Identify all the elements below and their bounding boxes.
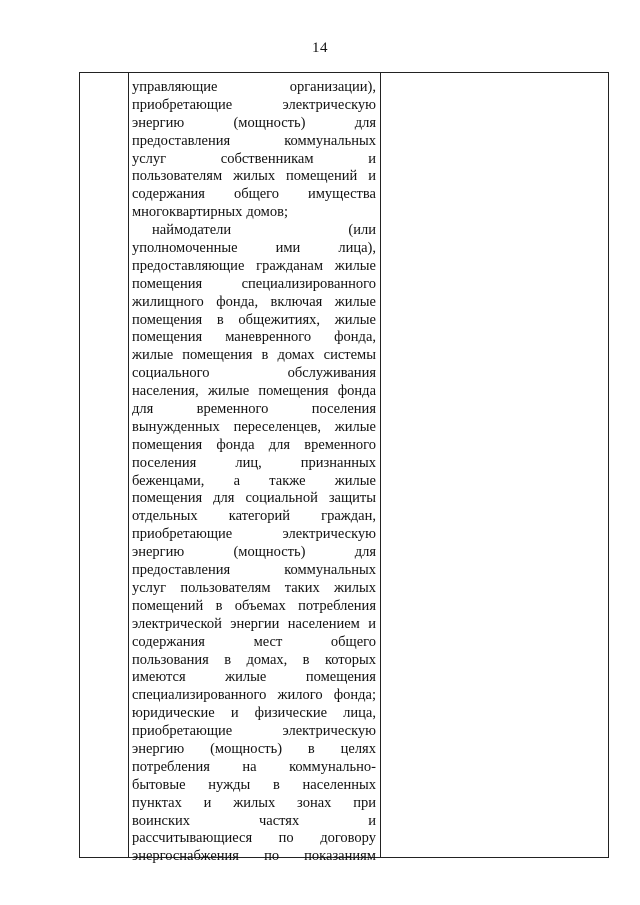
text-word: лица, [343, 705, 376, 722]
text-word: содержания [132, 186, 205, 203]
text-word: собственникам [220, 150, 314, 167]
text-word: предоставления [132, 132, 231, 149]
text-word: нужды [208, 776, 251, 793]
text-word: по [264, 848, 280, 865]
text-word: помещения [182, 347, 253, 364]
text-word: жилые [334, 293, 376, 310]
text-line [132, 240, 376, 258]
table-cell-text [132, 79, 376, 866]
text-line [132, 562, 376, 580]
text-word: жилых [333, 579, 376, 596]
text-word: жилого [277, 687, 323, 704]
page-number: 14 [312, 40, 328, 56]
text-word: гражданам [256, 257, 324, 274]
text-word: обслуживания [287, 365, 376, 382]
text-word: которых [324, 651, 376, 668]
text-word: при [353, 794, 376, 811]
text-word: жилые [334, 257, 376, 274]
text-word: воинских [132, 812, 191, 829]
text-word: электрическую [282, 526, 376, 543]
text-word: населенных [302, 776, 376, 793]
text-line [132, 258, 376, 276]
text-word: фонда, [216, 293, 259, 310]
text-line [132, 151, 376, 169]
text-line [132, 687, 376, 705]
text-word: помещения [132, 311, 203, 328]
text-word: вынужденных [132, 418, 220, 435]
text-word: также [269, 472, 306, 489]
text-word: энергию [132, 114, 185, 131]
text-word: защиты [328, 490, 376, 507]
text-word: специализированного [241, 275, 376, 292]
text-word: в [272, 776, 280, 793]
text-word: помещения [258, 383, 329, 400]
text-word: по [278, 830, 294, 847]
text-word: и [230, 705, 239, 722]
text-word: жилые [334, 311, 376, 328]
text-word: физические [254, 705, 328, 722]
text-line [132, 383, 376, 401]
text-line [132, 312, 376, 330]
text-word: приобретающие [132, 526, 233, 543]
text-word: беженцами, [132, 472, 205, 489]
text-word: (или [348, 222, 376, 239]
text-word: услуг [132, 150, 167, 167]
column-divider [380, 73, 381, 857]
text-word: уполномоченные [132, 240, 238, 257]
text-word: (мощность) [210, 740, 283, 757]
text-word: и [368, 150, 376, 167]
text-word: системы [323, 347, 376, 364]
text-word: жилые [334, 472, 376, 489]
text-line [132, 634, 376, 652]
text-word: услуг [132, 579, 167, 596]
text-word: в [261, 347, 269, 364]
text-line [132, 830, 376, 848]
text-word: поселения [132, 454, 197, 471]
text-word: в [302, 651, 310, 668]
text-line [132, 365, 376, 383]
text-line [132, 294, 376, 312]
text-word: договору [320, 830, 376, 847]
text-word: и [368, 168, 376, 185]
text-word: признанных [300, 454, 376, 471]
text-line [132, 813, 376, 831]
text-word: в [216, 311, 224, 328]
text-line [132, 115, 376, 133]
text-word: фонда [337, 383, 376, 400]
text-word: потребления [132, 758, 210, 775]
text-line [132, 186, 376, 204]
text-word: содержания [132, 633, 205, 650]
text-word: пользователям [132, 168, 223, 185]
text-word: и [368, 812, 376, 829]
text-word: энергию [132, 740, 185, 757]
text-word: помещения [305, 669, 376, 686]
text-word: (мощность) [233, 114, 306, 131]
text-line [132, 455, 376, 473]
text-line [132, 669, 376, 687]
text-line [132, 544, 376, 562]
text-word: управляющие [132, 79, 218, 95]
text-line [132, 848, 376, 866]
text-word: лиц, [235, 454, 262, 471]
text-word: целях [340, 740, 376, 757]
text-word: поселения [311, 401, 376, 418]
text-word: пользования [132, 651, 209, 668]
text-word: жилых [233, 794, 276, 811]
text-word: переселенцев, [233, 418, 321, 435]
text-word: жилые [225, 669, 267, 686]
text-line [132, 777, 376, 795]
text-line [132, 347, 376, 365]
text-word: жилищного [132, 293, 204, 310]
text-word: (мощность) [233, 544, 306, 561]
text-word: жилые [334, 418, 376, 435]
text-word: организации), [289, 79, 376, 95]
text-word: отдельных [132, 508, 198, 525]
text-word: жилые [132, 347, 174, 364]
text-word: социального [132, 365, 210, 382]
document-table [79, 72, 609, 865]
text-word: домов; [246, 204, 288, 221]
text-word: домах [277, 347, 315, 364]
text-line [132, 133, 376, 151]
text-word: включая [270, 293, 323, 310]
text-word: населения, [132, 383, 199, 400]
text-word: для [213, 490, 235, 507]
text-word: для [354, 114, 376, 131]
text-word: специализированного [132, 687, 267, 704]
text-line [132, 97, 376, 115]
text-word: коммунальных [284, 562, 376, 579]
text-line [132, 204, 376, 222]
text-line [132, 723, 376, 741]
text-word: лица), [338, 240, 376, 257]
text-word: электрической [132, 615, 222, 632]
text-word: показаниям [304, 848, 376, 865]
text-word: жилые [207, 383, 250, 400]
text-word: населением [287, 615, 360, 632]
text-word: наймодатели [152, 222, 232, 239]
text-line [132, 759, 376, 777]
text-word: для [268, 436, 291, 453]
text-line [132, 508, 376, 526]
text-word: для [354, 544, 376, 561]
text-word: объемах [234, 597, 286, 614]
text-word: и [368, 615, 376, 632]
text-word: помещения [132, 275, 203, 292]
text-line [132, 741, 376, 759]
text-word: имеются [132, 669, 186, 686]
text-word: зонах [297, 794, 332, 811]
text-line [132, 329, 376, 347]
text-word: в [215, 597, 223, 614]
text-word: и [203, 794, 212, 811]
text-word: на [242, 758, 257, 775]
text-line [132, 795, 376, 813]
text-word: для [132, 401, 154, 418]
text-word: предоставляющие [132, 257, 245, 274]
text-word: фонда, [334, 329, 376, 346]
text-word: временного [304, 436, 376, 453]
text-line [132, 222, 376, 240]
text-word: юридические [132, 705, 215, 722]
text-word: общего [330, 633, 376, 650]
text-line [132, 490, 376, 508]
text-word: энергоснабжения [132, 848, 239, 865]
text-line [132, 598, 376, 616]
column-divider [128, 73, 129, 857]
text-word: категорий [228, 508, 291, 525]
text-word: коммунальных [284, 132, 376, 149]
text-word: частях [259, 812, 300, 829]
text-word: помещений [132, 597, 204, 614]
text-line [132, 401, 376, 419]
text-word: а [233, 472, 241, 489]
text-word: приобретающие [132, 96, 233, 113]
text-line [132, 419, 376, 437]
text-word: жилых [233, 168, 276, 185]
text-word: предоставления [132, 562, 231, 579]
text-line [132, 616, 376, 634]
text-line [132, 526, 376, 544]
text-word: потребления [298, 597, 376, 614]
text-word: электрическую [282, 96, 376, 113]
text-word: социальной [245, 490, 318, 507]
text-word: в [224, 651, 232, 668]
text-line [132, 168, 376, 186]
text-word: электрическую [282, 723, 376, 740]
text-word: мест [253, 633, 283, 650]
text-word: энергии [230, 615, 280, 632]
text-line [132, 79, 376, 97]
text-line [132, 437, 376, 455]
text-word: пользователям [180, 579, 271, 596]
text-word: рассчитывающиеся [132, 830, 253, 847]
text-word: общежитиях, [238, 311, 321, 328]
text-word: общего [233, 186, 280, 203]
text-word: ими [275, 240, 301, 257]
text-word: энергию [132, 544, 185, 561]
text-word: граждан, [321, 508, 376, 525]
text-word: имущества [307, 186, 376, 203]
text-word: домах, [246, 651, 288, 668]
text-word: помещения [132, 436, 203, 453]
text-word: помещения [132, 490, 203, 507]
text-word: маневренного [225, 329, 312, 346]
text-word: фонда; [333, 687, 376, 704]
text-word: бытовые [132, 776, 186, 793]
text-word: коммунально- [289, 758, 376, 775]
text-word: пунктах [132, 794, 182, 811]
text-word: приобретающие [132, 723, 233, 740]
text-line [132, 473, 376, 491]
text-line [132, 705, 376, 723]
text-line [132, 580, 376, 598]
text-word: помещения [132, 329, 203, 346]
text-word: многоквартирных [132, 204, 243, 221]
text-word: фонда [216, 436, 255, 453]
text-word: временного [196, 401, 269, 418]
text-word: таких [284, 579, 320, 596]
text-line [132, 652, 376, 670]
text-word: помещений [286, 168, 358, 185]
text-word: в [307, 740, 315, 757]
text-line [132, 276, 376, 294]
